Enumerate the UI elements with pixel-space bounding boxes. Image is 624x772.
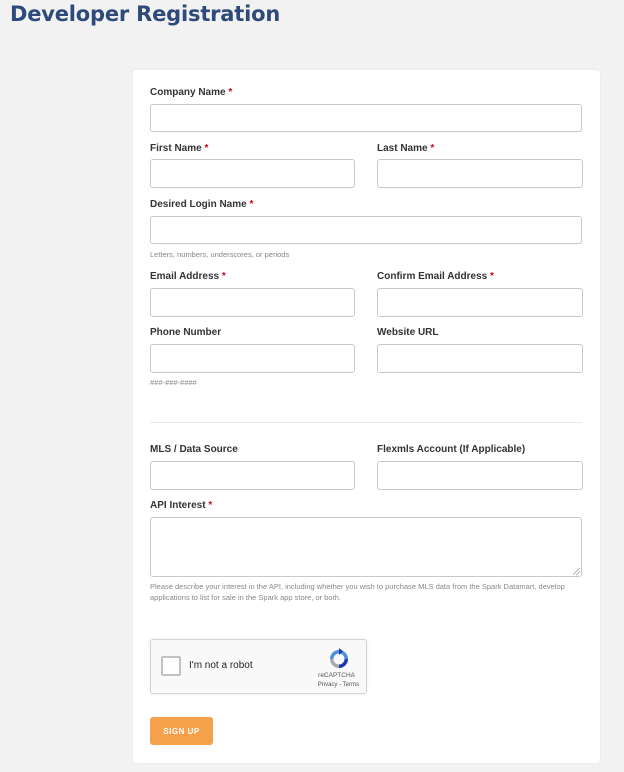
login-name-label xyxy=(150,199,253,210)
required-marker: * xyxy=(204,143,209,154)
login-name-input[interactable] xyxy=(150,216,582,244)
recaptcha-label: I'm not a robot xyxy=(189,660,253,671)
recaptcha-brand: reCAPTCHA xyxy=(318,672,355,679)
required-marker: * xyxy=(430,143,435,154)
confirm-email-label-text: Confirm Email Address xyxy=(377,271,488,282)
email-input[interactable] xyxy=(150,288,355,317)
website-label-text: Website URL xyxy=(377,327,439,338)
api-interest-textarea[interactable] xyxy=(150,517,582,577)
section-divider xyxy=(150,422,582,423)
email-label-text: Email Address xyxy=(150,271,220,282)
phone-label xyxy=(150,327,221,338)
phone-label-text: Phone Number xyxy=(150,327,222,338)
required-marker: * xyxy=(249,199,254,210)
required-marker: * xyxy=(490,271,494,282)
phone-help: ###-###-#### xyxy=(150,378,197,387)
required-marker: * xyxy=(221,271,226,282)
required-marker: * xyxy=(208,500,213,511)
recaptcha-links[interactable]: Privacy - Terms xyxy=(317,682,359,688)
sign-up-button[interactable]: SIGN UP xyxy=(150,717,213,745)
company-name-input[interactable] xyxy=(150,104,582,132)
api-interest-label xyxy=(150,500,212,511)
flexmls-label xyxy=(377,444,525,455)
page-title: Developer Registration xyxy=(10,2,281,26)
website-label xyxy=(377,327,439,338)
phone-input[interactable] xyxy=(150,344,355,373)
flexmls-label-text: Flexmls Account (If Applicable) xyxy=(377,444,526,455)
company-name-label xyxy=(150,87,232,98)
flexmls-input[interactable] xyxy=(377,461,583,490)
mls-input[interactable] xyxy=(150,461,355,490)
email-label xyxy=(150,271,226,282)
login-name-help: Letters, numbers, underscores, or periods xyxy=(150,250,290,259)
company-name-label-text: Company Name xyxy=(150,87,226,98)
confirm-email-input[interactable] xyxy=(377,288,583,317)
last-name-input[interactable] xyxy=(377,159,583,188)
first-name-label-text: First Name xyxy=(150,143,202,154)
confirm-email-label xyxy=(377,271,494,282)
first-name-input[interactable] xyxy=(150,159,355,188)
login-name-label-text: Desired Login Name xyxy=(150,199,247,210)
mls-label-text: MLS / Data Source xyxy=(150,444,238,455)
mls-label xyxy=(150,444,238,455)
website-input[interactable] xyxy=(377,344,583,373)
api-interest-help: Please describe your interest in the API, including whether you wish to purchase MLS data from the Spark Datamart, develop applications to list for sale in the Spark app store, or both. xyxy=(150,582,565,602)
recaptcha-logo-icon xyxy=(327,647,351,671)
last-name-label-text: Last Name xyxy=(377,143,428,154)
first-name-label xyxy=(150,143,208,154)
last-name-label xyxy=(377,143,434,154)
api-interest-label-text: API Interest xyxy=(150,500,206,511)
recaptcha-widget xyxy=(150,639,367,694)
required-marker: * xyxy=(228,87,233,98)
textarea-resize-handle[interactable] xyxy=(573,568,580,575)
registration-form xyxy=(133,70,600,763)
